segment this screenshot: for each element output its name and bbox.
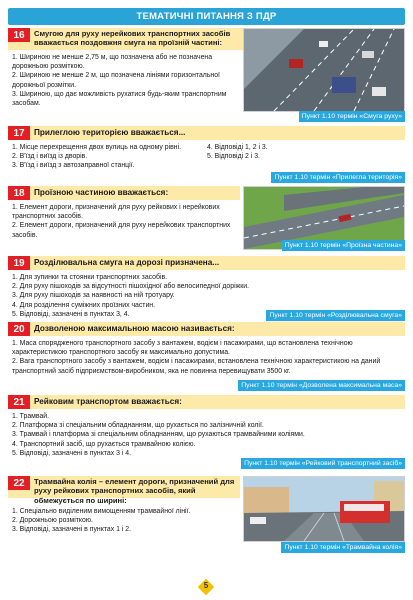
- answer-option[interactable]: 1. Маса спорядженого транспортного засобу з вантажем, водієм і пасажирами, що встановлена технічною характеристикою транспортного засобу як максимально допустима.: [12, 340, 353, 357]
- answer-option[interactable]: 1. Для зупинки та стоянки транспортних засобів.: [12, 274, 168, 281]
- answer-option[interactable]: 5. Відповіді 2 і 3.: [207, 153, 260, 161]
- question-header: [8, 256, 405, 270]
- answer-option[interactable]: 1. Елемент дороги, призначений для руху рейкових і нерейкових транспортних засобів.: [12, 204, 220, 221]
- question-title: Рейковим транспортом вважається:: [34, 397, 182, 407]
- answers-list: [8, 53, 242, 108]
- answer-option[interactable]: 2. Платформа зі спеціальним обладнанням, що рухається по залізничній колії.: [12, 422, 264, 430]
- answer-option[interactable]: 5. Відповіді, зазначені в пунктах 3, 4.: [12, 310, 130, 318]
- question-20: [8, 322, 405, 390]
- rule-reference[interactable]: Пункт 1.10 термін «Трамвайна колія»: [281, 542, 405, 553]
- answer-option[interactable]: 3. В'їзд і виїзд з автозаправної станції.: [12, 162, 135, 170]
- question-16: [8, 28, 405, 122]
- answers-list: [8, 507, 237, 535]
- answer-option[interactable]: 2. В'їзд і виїзд із дворів.: [12, 153, 88, 161]
- question-header: [8, 186, 240, 200]
- answer-option[interactable]: 3. Для руху пішоходів за наявності на ній тротуару.: [12, 292, 175, 300]
- answers-list: [8, 412, 405, 458]
- answer-option[interactable]: 4. Транспортний засіб, що рухається трамвайною колією.: [12, 440, 196, 448]
- rule-reference[interactable]: Пункт 1.10 термін «Смуга руху»: [299, 111, 405, 122]
- answer-option[interactable]: 3. Шириною, що дає можливість рухатися будь-яким транспортним засобам.: [12, 90, 227, 108]
- illustration-road-lanes: [243, 28, 405, 112]
- answers-list: [8, 339, 404, 376]
- rule-reference[interactable]: Пункт 1.10 термін «Дозволена максимальна маса»: [238, 380, 405, 391]
- illustration-tram-track: [243, 476, 405, 542]
- rule-reference[interactable]: Пункт 1.10 термін «Рейковий транспортний засіб»: [241, 458, 405, 469]
- answer-option[interactable]: 2. Дорожньою розміткою.: [12, 517, 93, 525]
- question-title: Трамвайна колія – елемент дороги, призначений для руху рейкових транспортних засобів, який обмежується по ширині:: [34, 477, 235, 505]
- answers-list: [8, 143, 405, 171]
- question-title: Смугою для руху нерейкових транспортних засобів вважається поздовжня смуга на проїзній частині:: [34, 29, 231, 48]
- question-title: Проїзною частиною вважається:: [34, 188, 169, 198]
- page-number: 5: [203, 581, 209, 590]
- answer-option[interactable]: 2. Для руху пішоходів за відсутності пішохідної або велосипедної доріжки.: [12, 283, 250, 291]
- question-number: 17: [8, 126, 30, 140]
- answer-option[interactable]: 4. Відповіді 1, 2 і 3.: [207, 144, 268, 151]
- question-header: [8, 395, 405, 409]
- question-title: Дозволеною максимальною масою називається:: [34, 324, 235, 334]
- rule-reference[interactable]: Пункт 1.10 термін «Розділювальна смуга»: [266, 310, 405, 321]
- question-22: [8, 476, 405, 554]
- question-number: 18: [8, 186, 30, 200]
- question-number: 21: [8, 395, 30, 409]
- answer-option[interactable]: 1. Шириною не менше 2,75 м, що позначена або не позначена дорожньою розміткою.: [12, 54, 213, 71]
- question-21: [8, 395, 405, 471]
- page-header: [8, 8, 405, 25]
- question-header: [8, 322, 405, 336]
- answer-option[interactable]: 3. Відповіді, зазначені в пунктах 1 і 2.: [12, 526, 132, 534]
- page-title: ТЕМАТИЧНІ ПИТАННЯ З ПДР: [136, 11, 277, 22]
- question-title: Прилеглою територією вважається...: [34, 128, 186, 138]
- answer-option[interactable]: 1. Трамвай.: [12, 413, 50, 420]
- answer-option[interactable]: 4. Для розділення суміжних проїзних частин.: [12, 301, 156, 309]
- rule-reference[interactable]: Пункт 1.10 термін «Прилегла територія»: [271, 172, 405, 183]
- question-number: 20: [8, 322, 30, 336]
- answer-option[interactable]: 1. Спеціально виділеним вимощенням трамвайної лінії.: [12, 508, 191, 515]
- answers-list: [8, 203, 237, 240]
- question-number: 19: [8, 256, 30, 270]
- question-header: [8, 126, 405, 140]
- question-19: [8, 256, 405, 320]
- answer-option[interactable]: 5. Відповіді, зазначені в пунктах 3 і 4.: [12, 449, 132, 457]
- answer-option[interactable]: 3. Трамвай і платформа зі спеціальним обладнанням, що рухаються трамвайними коліями.: [12, 431, 305, 439]
- rule-reference[interactable]: Пункт 1.10 термін «Проїзна частина»: [282, 240, 405, 251]
- answer-option[interactable]: 1. Місце перехрещення двох вулиць на одному рівні.: [12, 144, 182, 151]
- question-17: [8, 126, 405, 184]
- question-18: [8, 186, 405, 252]
- answer-option[interactable]: 2. Вага транспортного засобу з вантажем, водієм і пасажирами, встановлена технічною характеристикою на даний транспортний засіб підприємством-виробником, яка не повинна перевищувати 3500 кг.: [12, 358, 381, 375]
- answer-option[interactable]: 2. Елемент дороги, призначений для руху нерейкових транспортних засобів.: [12, 222, 231, 239]
- page-number-badge: [197, 578, 215, 596]
- question-number: 16: [8, 28, 30, 42]
- question-title: Розділювальна смуга на дорозі призначена...: [34, 258, 220, 268]
- answer-option[interactable]: 2. Шириною не менше 2 м, що позначена лініями горизонтальної дорожньої розмітки.: [12, 72, 220, 89]
- question-number: 22: [8, 476, 30, 490]
